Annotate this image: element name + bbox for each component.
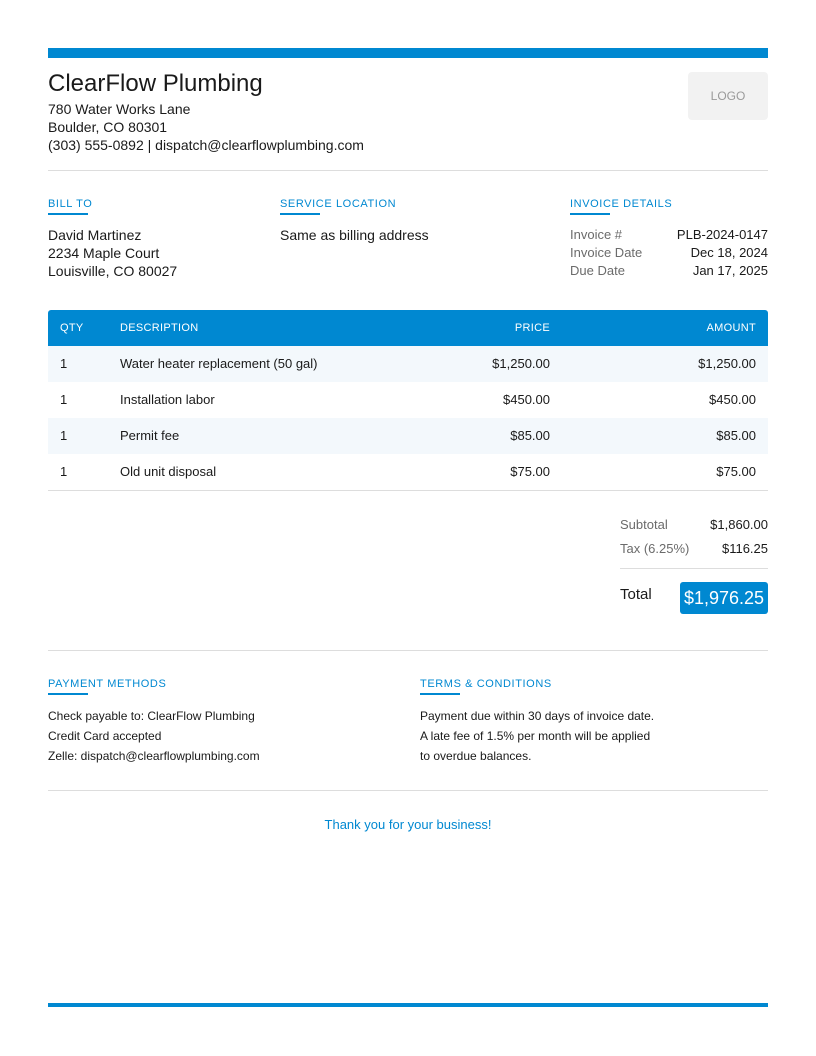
table-row (48, 382, 768, 418)
service-location-underline (280, 213, 320, 215)
thank-you-message: Thank you for your business! (324, 817, 492, 832)
invoice-details-heading: INVOICE DETAILS (570, 198, 673, 210)
company-address-line1: 780 Water Works Lane (48, 101, 191, 117)
table-row (48, 454, 768, 490)
service-location-text: Same as billing address (280, 227, 429, 243)
row-price: $85.00 (510, 428, 550, 443)
totals-divider (620, 568, 768, 569)
tax-label: Tax (6.25%) (620, 541, 690, 556)
description-column-header: DESCRIPTION (120, 322, 199, 334)
row-price: $450.00 (503, 392, 550, 407)
header-divider (48, 170, 768, 171)
total-amount-badge: $1,976.25 (680, 582, 768, 614)
row-description: Old unit disposal (120, 464, 217, 479)
row-amount: $75.00 (716, 464, 756, 479)
qty-column-header: QTY (60, 322, 84, 334)
line-items-header (48, 310, 768, 346)
row-description: Permit fee (120, 428, 180, 443)
invoice-date-label: Invoice Date (570, 245, 643, 260)
amount-column-header: AMOUNT (706, 322, 756, 334)
row-description: Water heater replacement (50 gal) (120, 356, 318, 371)
row-amount: $1,250.00 (698, 356, 756, 371)
due-date-label: Due Date (570, 263, 625, 278)
invoice-number-value: PLB-2024-0147 (676, 227, 768, 242)
terms-line: Payment due within 30 days of invoice date. (420, 709, 655, 723)
bill-to-underline (48, 213, 88, 215)
bill-to-heading: BILL TO (48, 198, 93, 210)
payment-method-line: Credit Card accepted (48, 729, 162, 743)
payment-methods-underline (48, 693, 88, 695)
payment-methods-heading: PAYMENT METHODS (48, 678, 167, 690)
bill-to-city: Louisville, CO 80027 (48, 263, 178, 279)
row-qty: 1 (60, 464, 68, 479)
totals-section-divider (48, 650, 768, 651)
row-description: Installation labor (120, 392, 215, 407)
terms-line: to overdue balances. (420, 749, 532, 763)
row-qty: 1 (60, 356, 68, 371)
total-label: Total (620, 586, 652, 603)
bill-to-street: 2234 Maple Court (48, 245, 160, 261)
invoice-page (48, 0, 768, 1056)
terms-underline (420, 693, 460, 695)
payment-method-line: Check payable to: ClearFlow Plumbing (48, 709, 255, 723)
row-qty: 1 (60, 428, 68, 443)
row-qty: 1 (60, 392, 68, 407)
company-address-line2: Boulder, CO 80301 (48, 119, 168, 135)
row-amount: $85.00 (716, 428, 756, 443)
top-accent-bar (48, 48, 768, 58)
row-price: $1,250.00 (492, 356, 550, 371)
invoice-date-value: Dec 18, 2024 (690, 245, 768, 260)
table-bottom-divider (48, 490, 768, 491)
company-contact: (303) 555-0892 | dispatch@clearflowplumbing.com (48, 137, 364, 153)
footer-divider (48, 790, 768, 791)
invoice-number-label: Invoice # (570, 227, 623, 242)
terms-line: A late fee of 1.5% per month will be applied (420, 729, 651, 743)
tax-value: $116.25 (721, 541, 768, 556)
row-amount: $450.00 (709, 392, 756, 407)
company-name: ClearFlow Plumbing (48, 70, 263, 97)
logo-placeholder: LOGO (688, 72, 768, 120)
table-row (48, 418, 768, 454)
bill-to-name: David Martinez (48, 227, 142, 243)
service-location-heading: SERVICE LOCATION (280, 198, 397, 210)
payment-method-line: Zelle: dispatch@clearflowplumbing.com (48, 749, 260, 763)
subtotal-value: $1,860.00 (710, 517, 768, 532)
due-date-value: Jan 17, 2025 (692, 263, 768, 278)
invoice-details-underline (570, 213, 610, 215)
row-price: $75.00 (510, 464, 550, 479)
terms-heading: TERMS & CONDITIONS (420, 678, 552, 690)
table-row (48, 346, 768, 382)
subtotal-label: Subtotal (620, 517, 668, 532)
price-column-header: PRICE (514, 322, 550, 334)
bottom-accent-bar (48, 1003, 768, 1007)
